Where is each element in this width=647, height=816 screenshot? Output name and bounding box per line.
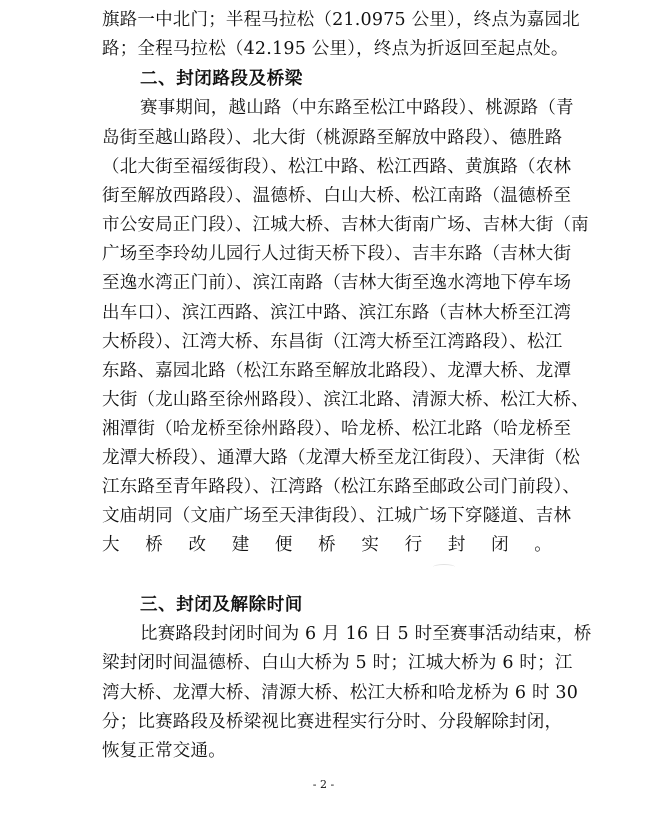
section-3-line-4: 分；比赛路段及桥梁视比赛进程实行分时、分段解除封闭， — [102, 712, 563, 732]
section-3-line-2: 梁封闭时间温德桥、白山大桥为 5 时；江城大桥为 6 时；江 — [102, 653, 573, 673]
section-2-heading: 二、封闭路段及桥梁 — [140, 69, 303, 89]
section-2-line-9: 大桥段）、江湾大桥、东昌街（江湾大桥至江湾路段）、松江 — [102, 332, 563, 352]
section-3-line-1: 比赛路段封闭时间为 6 月 16 日 5 时至赛事活动结束，桥 — [140, 624, 592, 644]
section-2-line-16: 大桥改建便桥实行封闭。 — [102, 535, 552, 555]
section-2-line-13: 龙潭大桥段）、通潭大路（龙潭大桥至龙江街段）、天津街（松 — [102, 448, 581, 468]
section-2-line-8: 出车口）、滨江西路、滨江中路、滨江东路（吉林大桥至江湾 — [102, 303, 572, 323]
intro-line-1: 旗路一中北门；半程马拉松（21.0975 公里），终点为嘉园北 — [102, 10, 580, 30]
section-2-line-5: 市公安局正门段）、江城大桥、吉林大街南广场、吉林大街（南 — [102, 215, 589, 235]
section-3-heading: 三、封闭及解除时间 — [140, 595, 303, 615]
section-3-line-3: 湾大桥、龙潭大桥、清源大桥、松江大桥和哈龙桥为 6 时 30 — [102, 683, 579, 703]
scan-smudge — [433, 564, 455, 570]
section-2-line-6: 广场至李玲幼儿园行人过街天桥下段）、吉丰东路（吉林大街 — [102, 244, 572, 264]
section-3-line-5: 恢复正常交通。 — [102, 741, 226, 761]
page-number: - 2 - — [312, 778, 335, 791]
section-2-line-4: 街至解放西路段）、温德桥、白山大桥、松江南路（温德桥至 — [102, 186, 572, 206]
section-2-line-2: 岛街至越山路段）、北大街（桃源路至解放中路段）、德胜路 — [102, 128, 563, 148]
intro-line-2: 路；全程马拉松（42.195 公里），终点为折返回至起点处。 — [102, 39, 569, 59]
section-2-line-3: （北大街至福绥街段）、松江中路、松江西路、黄旗路（农林 — [102, 157, 572, 177]
section-2-line-15: 文庙胡同（文庙广场至天津街段）、江城广场下穿隧道、吉林 — [102, 506, 572, 526]
section-2-line-10: 东路、嘉园北路（松江东路至解放北路段）、龙潭大桥、龙潭 — [102, 361, 572, 381]
section-2-line-7: 至逸水湾正门前）、滨江南路（吉林大街至逸水湾地下停车场 — [102, 273, 572, 293]
section-2-line-11: 大街（龙山路至徐州路段）、滨江北路、清源大桥、松江大桥、 — [102, 390, 589, 410]
section-2-line-12: 湘潭街（哈龙桥至徐州路段）、哈龙桥、松江北路（哈龙桥至 — [102, 419, 572, 439]
section-2-line-1: 赛事期间，越山路（中东路至松江中路段）、桃源路（青 — [140, 98, 574, 118]
section-2-line-14: 江东路至青年路段）、江湾路（松江东路至邮政公司门前段）、 — [102, 477, 581, 497]
